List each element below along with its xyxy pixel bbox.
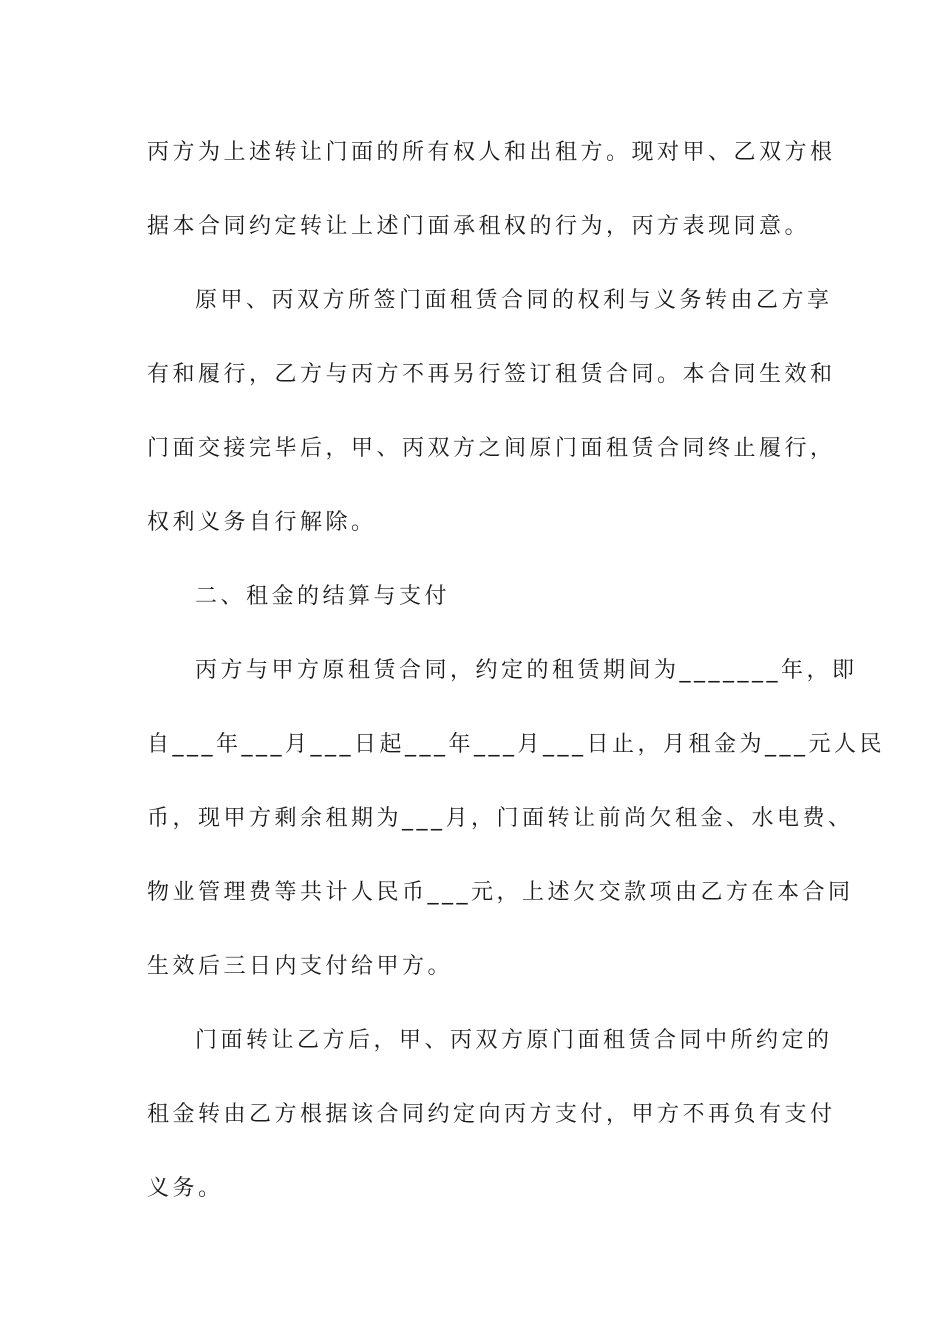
paragraph-3-line-5: 生效后三日内支付给甲方。 [147,954,454,979]
paragraph-4-line-1: 门面转让乙方后，甲、丙双方原门面租赁合同中所约定的 [195,1028,833,1053]
paragraph-4-line-3: 义务。 [147,1176,224,1201]
paragraph-2-line-4: 权利义务自行解除。 [147,510,377,535]
paragraph-4-line-2: 租金转由乙方根据该合同约定向丙方支付，甲方不再负有支付 [147,1102,836,1127]
paragraph-2-line-3: 门面交接完毕后，甲、丙双方之间原门面租赁合同终止履行， [147,436,836,461]
paragraph-3-line-1: 丙方与甲方原租赁合同，约定的租赁期间为_______年，即 [195,658,858,683]
paragraph-1-line-2: 据本合同约定转让上述门面承租权的行为，丙方表现同意。 [147,214,811,239]
paragraph-2-line-1: 原甲、丙双方所签门面租赁合同的权利与义务转由乙方享 [195,288,833,313]
paragraph-3-line-3: 币，现甲方剩余租期为___月，门面转让前尚欠租金、水电费、 [147,806,854,831]
paragraph-3-line-2: 自___年___月___日起___年___月___日止，月租金为___元人民 [147,732,886,757]
section-heading: 二、租金的结算与支付 [195,584,451,609]
paragraph-3-line-4: 物业管理费等共计人民币___元，上述欠交款项由乙方在本合同 [147,880,854,905]
paragraph-1-line-1: 丙方为上述转让门面的所有权人和出租方。现对甲、乙双方根 [147,140,836,165]
paragraph-2-line-2: 有和履行，乙方与丙方不再另行签订租赁合同。本合同生效和 [147,362,836,387]
